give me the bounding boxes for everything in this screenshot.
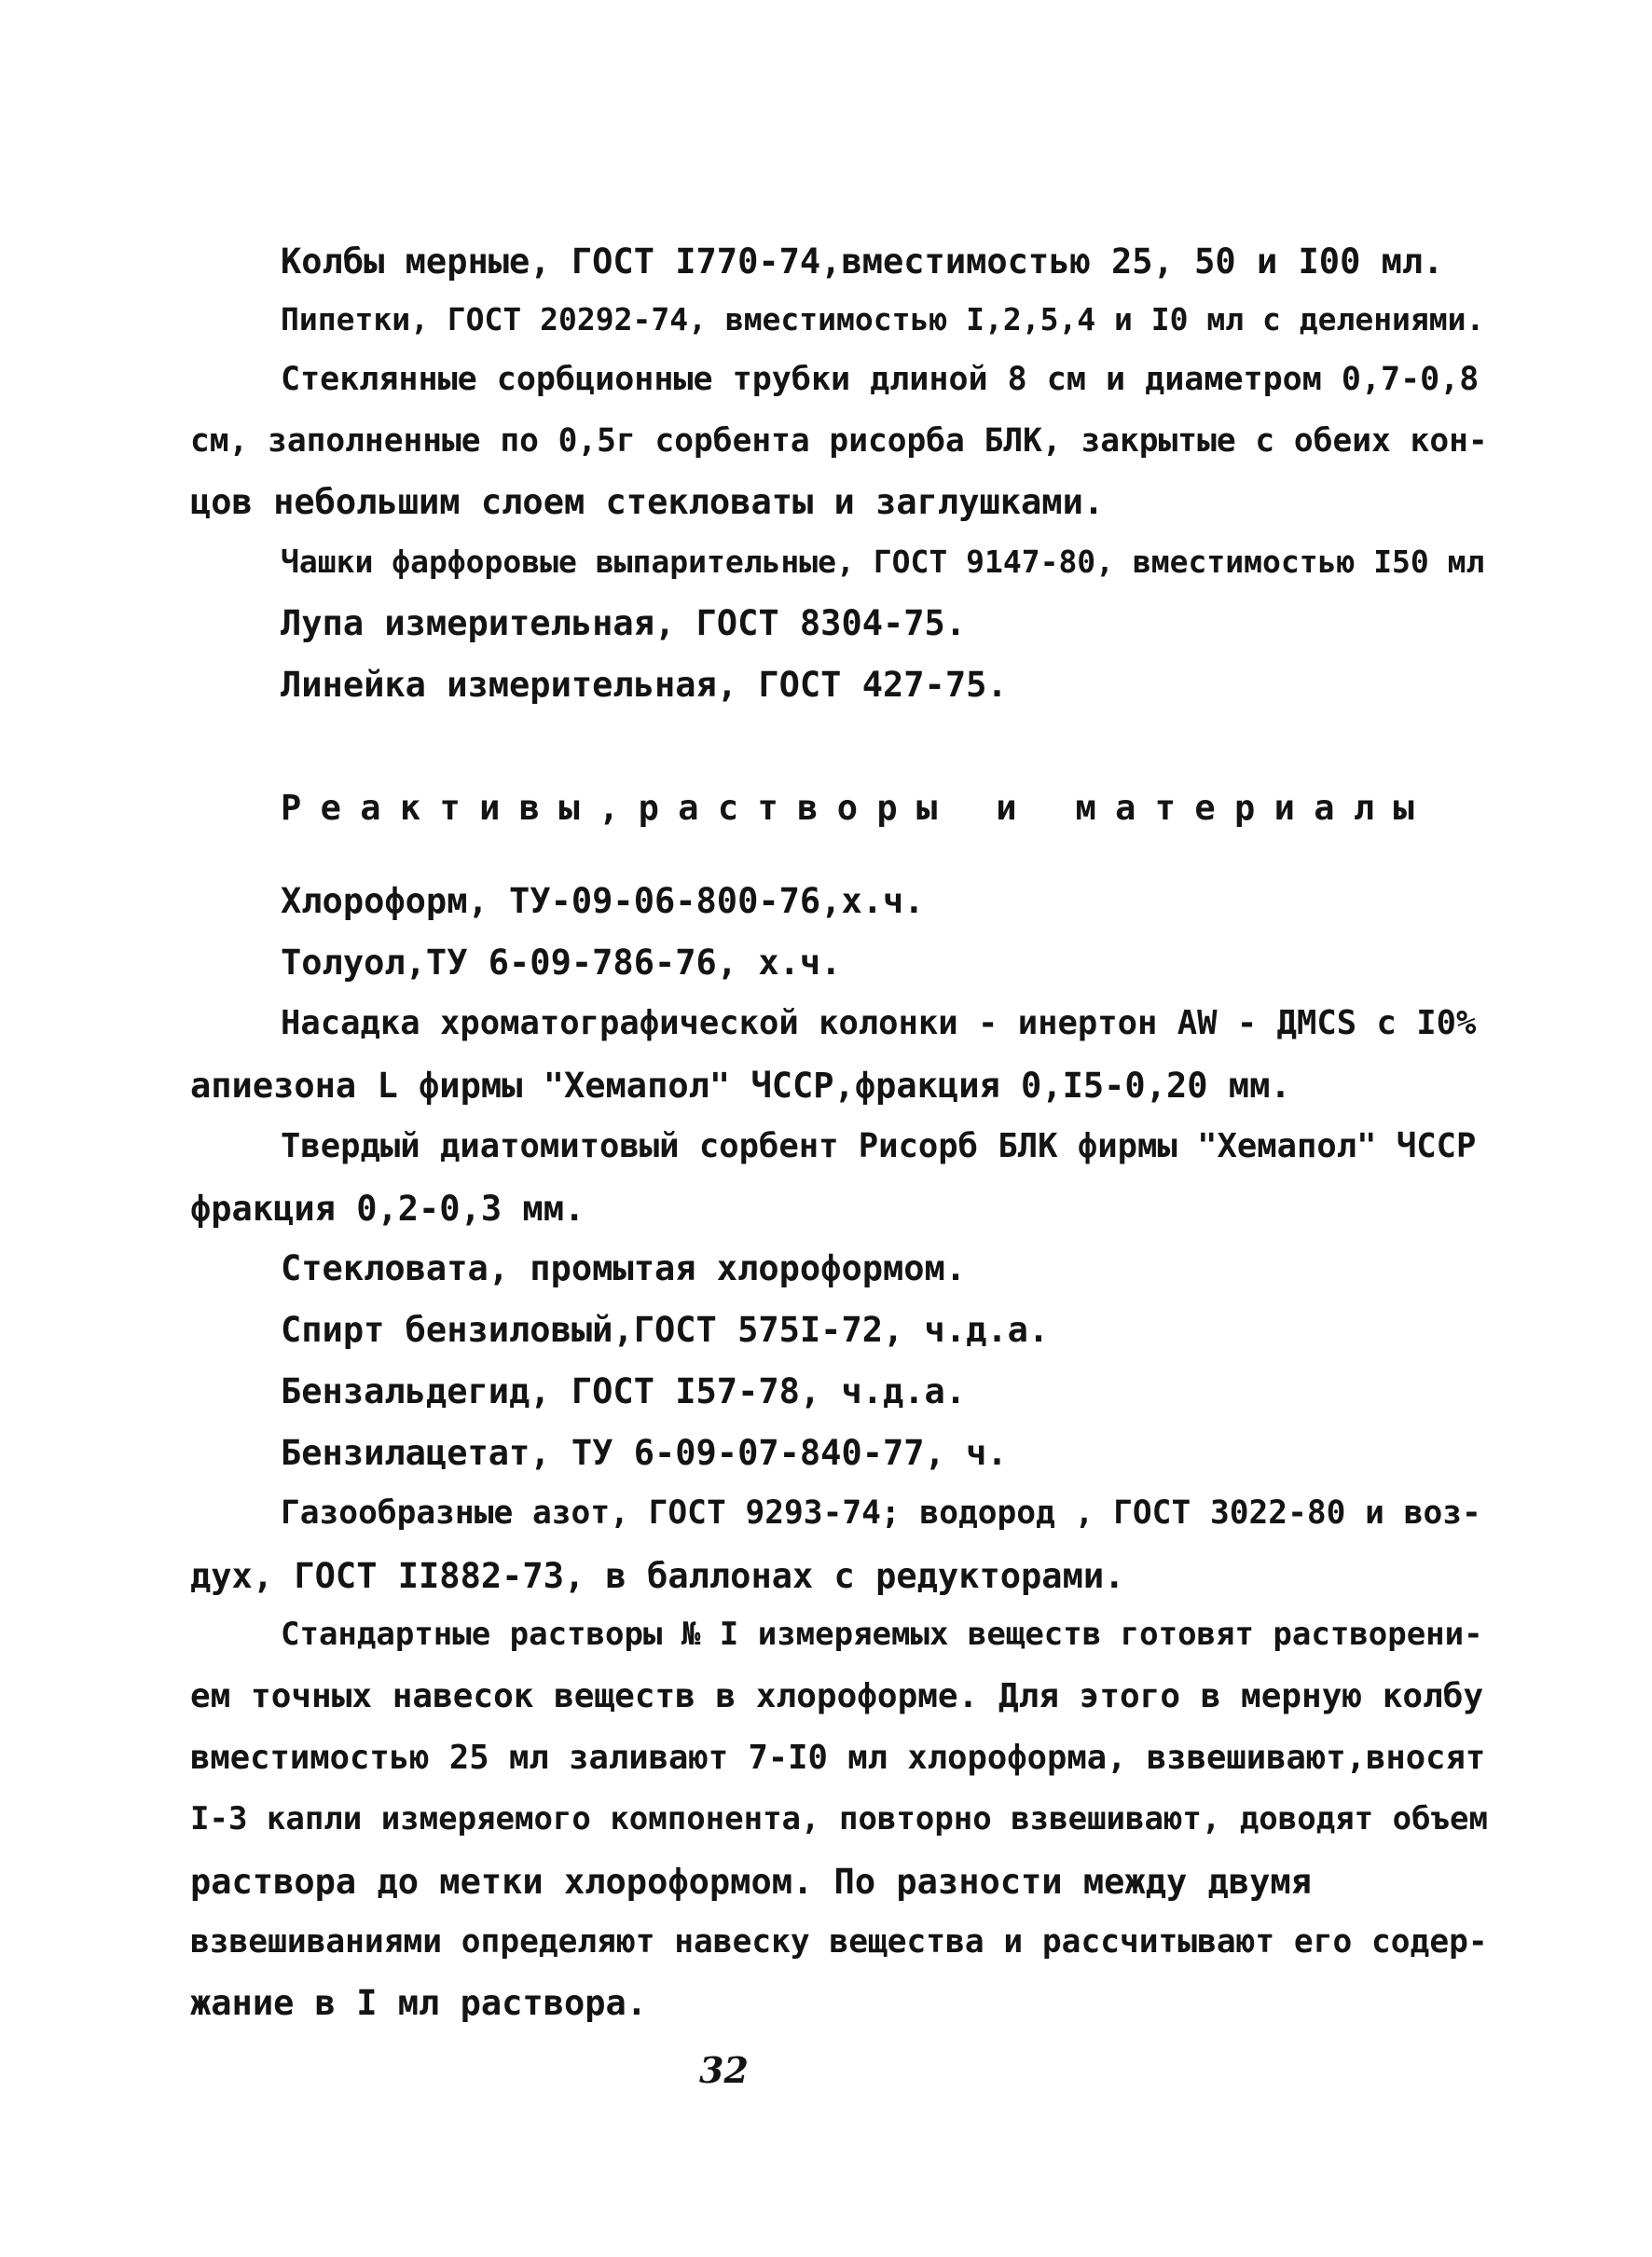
equipment-line-sorption-tubes-cont-2: цов небольшим слоем стекловаты и заглушками.	[190, 482, 1105, 522]
paragraph-line-2: ем точных навесок веществ в хлороформе. Для этого в мерную колбу	[190, 1677, 1484, 1715]
paragraph-line-4: I-3 капли измеряемого компонента, повторно взвешивают, доводят объем	[190, 1800, 1488, 1837]
equipment-line-sorption-tubes: Стеклянные сорбционные трубки длиной 8 см и диаметром 0,7-0,8	[281, 361, 1480, 398]
equipment-line-volumetric-flasks: Колбы мерные, ГОСТ I770-74,вместимостью 25, 50 и I00 мл.	[281, 241, 1444, 282]
reagent-line-chloroform: Хлороформ, ТУ-09-06-800-76,х.ч.	[281, 881, 925, 921]
reagent-line-gases: Газообразные азот, ГОСТ 9293-74; водород , ГОСТ 3022-80 и воз-	[281, 1494, 1481, 1532]
reagent-line-diatomite-sorbent-cont: фракция 0,2-0,3 мм.	[190, 1189, 585, 1229]
equipment-line-pipettes: Пипетки, ГОСТ 20292-74, вместимостью I,2,5,4 и I0 мл с делениями.	[281, 301, 1485, 337]
equipment-line-ruler: Линейка измерительная, ГОСТ 427-75.	[281, 665, 1008, 705]
reagent-line-benzyl-acetate: Бензилацетат, ТУ 6-09-07-840-77, ч.	[281, 1433, 1008, 1473]
reagent-line-glass-wool: Стекловата, промытая хлороформом.	[281, 1248, 967, 1288]
equipment-line-magnifier: Лупа измерительная, ГОСТ 8304-75.	[281, 603, 967, 643]
paragraph-line-3: вместимостью 25 мл заливают 7-I0 мл хлороформа, взвешивают,вносят	[190, 1739, 1486, 1777]
equipment-line-porcelain-dishes: Чашки фарфоровые выпарительные, ГОСТ 9147-80, вместимостью I50 мл	[281, 544, 1485, 580]
page-number: 32	[699, 2049, 749, 2091]
paragraph-line-1: Стандартные растворы № I измеряемых веществ готовят растворени-	[281, 1616, 1483, 1653]
reagent-line-column-packing-cont: апиезона L фирмы "Хемапол" ЧССР,фракция 0,I5-0,20 мм.	[190, 1066, 1291, 1106]
paragraph-line-5: раствора до метки хлороформом. По разности между двумя	[190, 1862, 1312, 1902]
paragraph-line-7: жание в I мл раствора.	[190, 1983, 648, 2023]
equipment-line-sorption-tubes-cont-1: см, заполненные по 0,5г сорбента рисорба БЛК, закрытые с обеих кон-	[190, 422, 1488, 460]
reagent-line-benzyl-alcohol: Спирт бензиловый,ГОСТ 575I-72, ч.д.а.	[281, 1310, 1050, 1350]
reagent-line-diatomite-sorbent: Твердый диатомитовый сорбент Рисорб БЛК фирмы "Хемапол" ЧССР	[281, 1127, 1477, 1165]
reagent-line-column-packing: Насадка хроматографической колонки - инертон AW - ДМСS с I0%	[281, 1004, 1477, 1042]
reagent-line-gases-cont: дух, ГОСТ II882-73, в баллонах с редукторами.	[190, 1556, 1125, 1596]
section-heading-reagents: Реактивы,растворы и материалы	[281, 788, 1434, 828]
paragraph-line-6: взвешиваниями определяют навеску вещества и рассчитывают его содер-	[190, 1923, 1488, 1961]
reagent-line-benzaldehyde: Бензальдегид, ГОСТ I57-78, ч.д.а.	[281, 1371, 967, 1411]
reagent-line-toluene: Толуол,ТУ 6-09-786-76, х.ч.	[281, 943, 842, 983]
